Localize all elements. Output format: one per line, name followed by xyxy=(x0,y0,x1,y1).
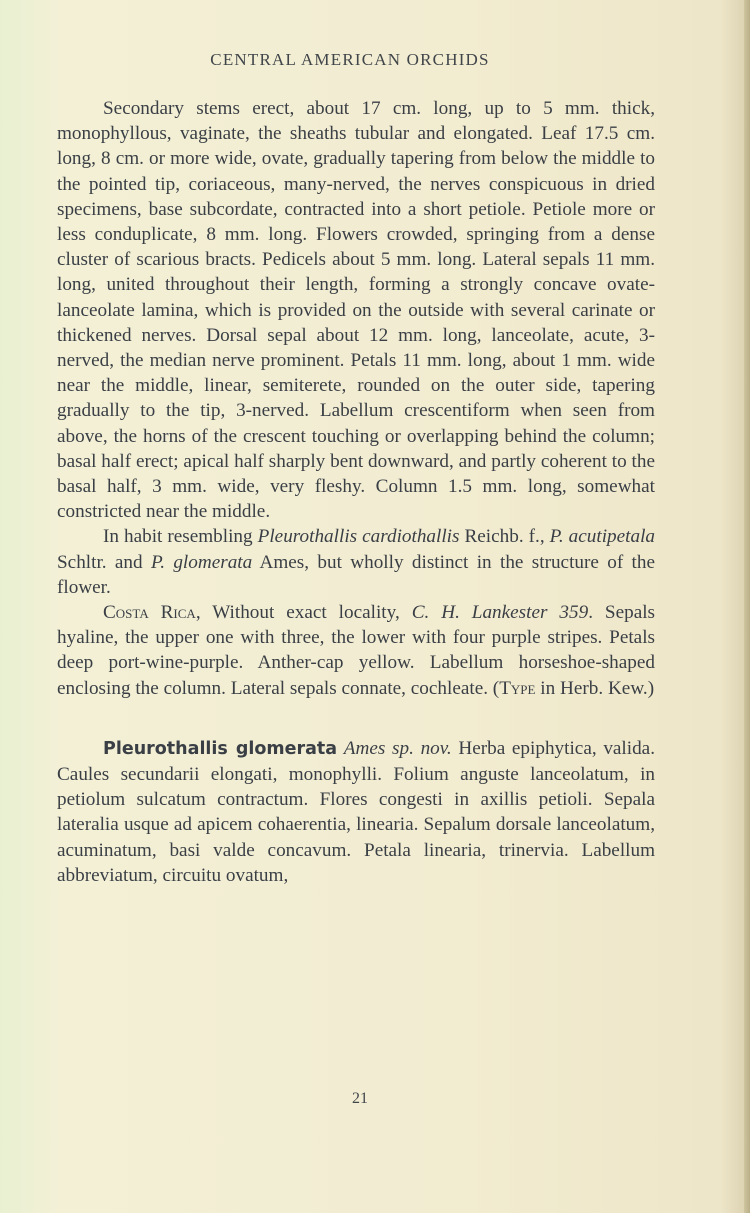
species-glomerata: P. glomerata xyxy=(150,551,253,573)
herbarium-text: in Herb. Kew.) xyxy=(535,677,655,699)
authority-schltr: Schltr. and xyxy=(57,551,151,573)
specimen-notes: . Sepals hyaline, the upper one with three, the lower with four purple stripes. Petals deep port-wine-purple. Anther-cap yellow. Labellum horseshoe-shaped enclosing the column. Lateral sepals connate, cochleate. ( xyxy=(57,602,656,699)
collector-citation: C. H. Lankester 359 xyxy=(411,602,589,624)
species-authority: Ames sp. nov. xyxy=(343,737,452,759)
latin-diagnosis: Herba epiphytica, valida. Caules secundarii elongati, monophylli. Folium anguste lanceolatum, in petiolum sulcatum contractum. Flores congesti in axillis petioli. Sepala lateralia usque ad apicem cohaerentia, linearia. Sepalum dorsale lanceolatum, acuminatum, basi valde concavum. Petala linearia, trinervia. Labellum abbreviatum, circuitu ovatum, xyxy=(57,737,655,886)
locality-text: , Without exact locality, xyxy=(195,602,412,624)
type-label: Type xyxy=(499,677,536,699)
species-cardiothallis: Pleurothallis cardiothallis xyxy=(257,526,460,548)
habit-paragraph xyxy=(57,524,655,600)
page-number: 21 xyxy=(352,1090,368,1107)
page-edge xyxy=(744,0,750,1213)
habit-tail: Ames, but wholly distinct in the structure of the flower. xyxy=(57,551,655,598)
page-body xyxy=(57,96,655,888)
running-head: CENTRAL AMERICAN ORCHIDS xyxy=(210,50,490,69)
species-heading: Pleurothallis glomerata xyxy=(103,738,338,759)
section-gap xyxy=(57,701,655,736)
country-label: Costa Rica xyxy=(103,602,196,624)
habit-lead: In habit resembling xyxy=(103,526,258,548)
species-acutipetala: P. acutipetala xyxy=(549,526,655,548)
description-paragraph: Secondary stems erect, about 17 cm. long, up to 5 mm. thick, monophyllous, vaginate, the sheaths tubular and elongated. Leaf 17.5 cm. long, 8 cm. or more wide, ovate, gradually tapering from below the middle to the pointed tip, coriaceous, many-nerved, the nerves conspicuous in dried specimens, base subcordate, contracted into a short petiole. Petiole more or less conduplicate, 8 mm. long. Flowers crowded, springing from a dense cluster of scarious bracts. Pedicels about 5 mm. long. Lateral sepals 11 mm. long, united throughout their length, forming a strongly concave ovate-lanceolate lamina, which is provided on the outside with several carinate or thickened nerves. Dorsal sepal about 12 mm. long, lanceolate, acute, 3-nerved, the median nerve prominent. Petals 11 mm. long, about 1 mm. wide near the middle, linear, semiterete, rounded on the outer side, tapering gradually to the tip, 3-nerved. Labellum crescentiform when seen from above, the horns of the crescent touching or overlapping behind the column; basal half erect; apical half sharply bent downward, and partly coherent to the basal half, 3 mm. wide, very fleshy. Column 1.5 mm. long, somewhat constricted near the middle. xyxy=(57,98,655,523)
new-species-paragraph xyxy=(57,736,655,888)
authority-reichb: Reichb. f., xyxy=(459,526,550,548)
specimen-paragraph xyxy=(57,600,655,701)
